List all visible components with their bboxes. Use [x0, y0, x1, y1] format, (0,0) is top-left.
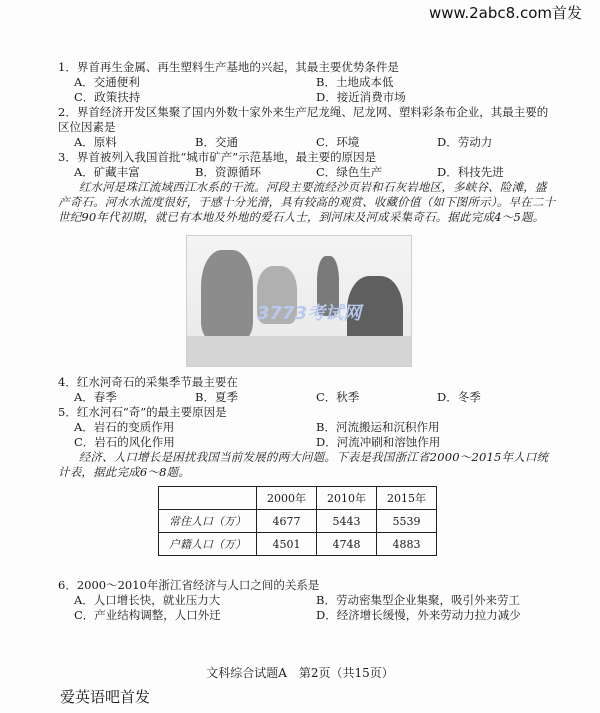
option: A．人口增长快，就业压力大	[74, 593, 221, 607]
table-header-cell	[159, 487, 257, 510]
table-header-cell: 2015年	[377, 487, 437, 510]
option: C．绿色生产	[316, 165, 383, 179]
option: B．资源循环	[195, 165, 261, 179]
option: C．政策扶持	[74, 90, 141, 104]
question-5-options	[74, 420, 558, 450]
table-cell: 5443	[317, 510, 377, 533]
table-header-row	[159, 487, 437, 510]
passage-population: 经济、人口增长是困扰我国当前发展的两大问题。下表是我国浙江省2000～2015年人口统计表，据此完成6～8题。	[58, 450, 549, 479]
option: C．岩石的风化作用	[74, 435, 175, 449]
option: B．河流搬运和沉积作用	[316, 420, 440, 434]
question-1-stem: 1．界首再生金属、再生塑料生产基地的兴起，其最主要优势条件是	[58, 60, 399, 74]
option: A．矿藏丰富	[74, 165, 140, 179]
question-3-stem: 3．界首被列入我国首批“城市矿产”示范基地，最主要的原因是	[58, 150, 377, 164]
table-header-cell: 2010年	[317, 487, 377, 510]
question-2-options	[74, 135, 558, 150]
river-stone-photo	[186, 235, 412, 367]
option: A．原料	[74, 135, 117, 149]
question-4-options	[74, 390, 558, 405]
question-4-stem: 4．红水河奇石的采集季节最主要在	[58, 375, 238, 389]
question-5-stem: 5．红水河石“奇”的最主要原因是	[58, 405, 227, 419]
photo-watermark: 3773考试网	[257, 303, 362, 324]
option: A．岩石的变质作用	[74, 420, 175, 434]
table-row	[159, 533, 437, 556]
table-header-cell: 2000年	[257, 487, 317, 510]
table-cell: 4748	[317, 533, 377, 556]
option: D．河流冲刷和溶蚀作用	[316, 435, 441, 449]
option: D．接近消费市场	[316, 90, 406, 104]
row-label: 户籍人口（万）	[159, 533, 257, 556]
population-table	[158, 486, 437, 556]
question-1-options	[74, 75, 558, 105]
option: B．夏季	[195, 390, 238, 404]
option: B．劳动密集型企业集聚，吸引外来劳工	[316, 593, 520, 607]
table-row	[159, 510, 437, 533]
option: D．科技先进	[437, 165, 504, 179]
question-3-options	[74, 165, 558, 180]
table-cell: 4501	[257, 533, 317, 556]
page-content	[58, 60, 558, 623]
table-cell: 4883	[377, 533, 437, 556]
option: B．交通	[195, 135, 238, 149]
option: A．春季	[74, 390, 117, 404]
row-label: 常住人口（万）	[159, 510, 257, 533]
option: D．经济增长缓慢，外来劳动力拉力减少	[316, 608, 521, 622]
option: D．劳动力	[437, 135, 493, 149]
question-6-options	[74, 593, 558, 623]
question-2-stem: 2．界首经济开发区集聚了国内外数十家外来生产尼龙绳、尼龙网、塑料彩条布企业，其最主要的区位因素是	[58, 105, 549, 134]
table-cell: 4677	[257, 510, 317, 533]
option: C．环境	[316, 135, 360, 149]
option: A．交通便利	[74, 75, 140, 89]
option: D．冬季	[437, 390, 481, 404]
watermark-top: www.2abc8.com首发	[428, 4, 582, 22]
option: C．秋季	[316, 390, 360, 404]
passage-red-water-river: 红水河是珠江流域西江水系的干流。河段主要流经沙页岩和石灰岩地区，多峡谷、险滩，盛产奇石。河水水流度很好，于感十分光滑，具有较高的观赏、收藏价值（如下图所示）。早在二十世纪90年代初期，就已有本地及外地的爱石人士，到河床及河成采集奇石。据此完成4～5题。	[58, 180, 556, 224]
question-6-stem: 6．2000～2010年浙江省经济与人口之间的关系是	[58, 578, 320, 592]
watermark-bottom: 爱英语吧首发	[60, 688, 151, 706]
option: B．土地成本低	[316, 75, 394, 89]
option: C．产业结构调整，人口外迁	[74, 608, 221, 622]
table-cell: 5539	[377, 510, 437, 533]
page-footer: 文科综合试题A 第2页（共15页）	[206, 666, 394, 680]
